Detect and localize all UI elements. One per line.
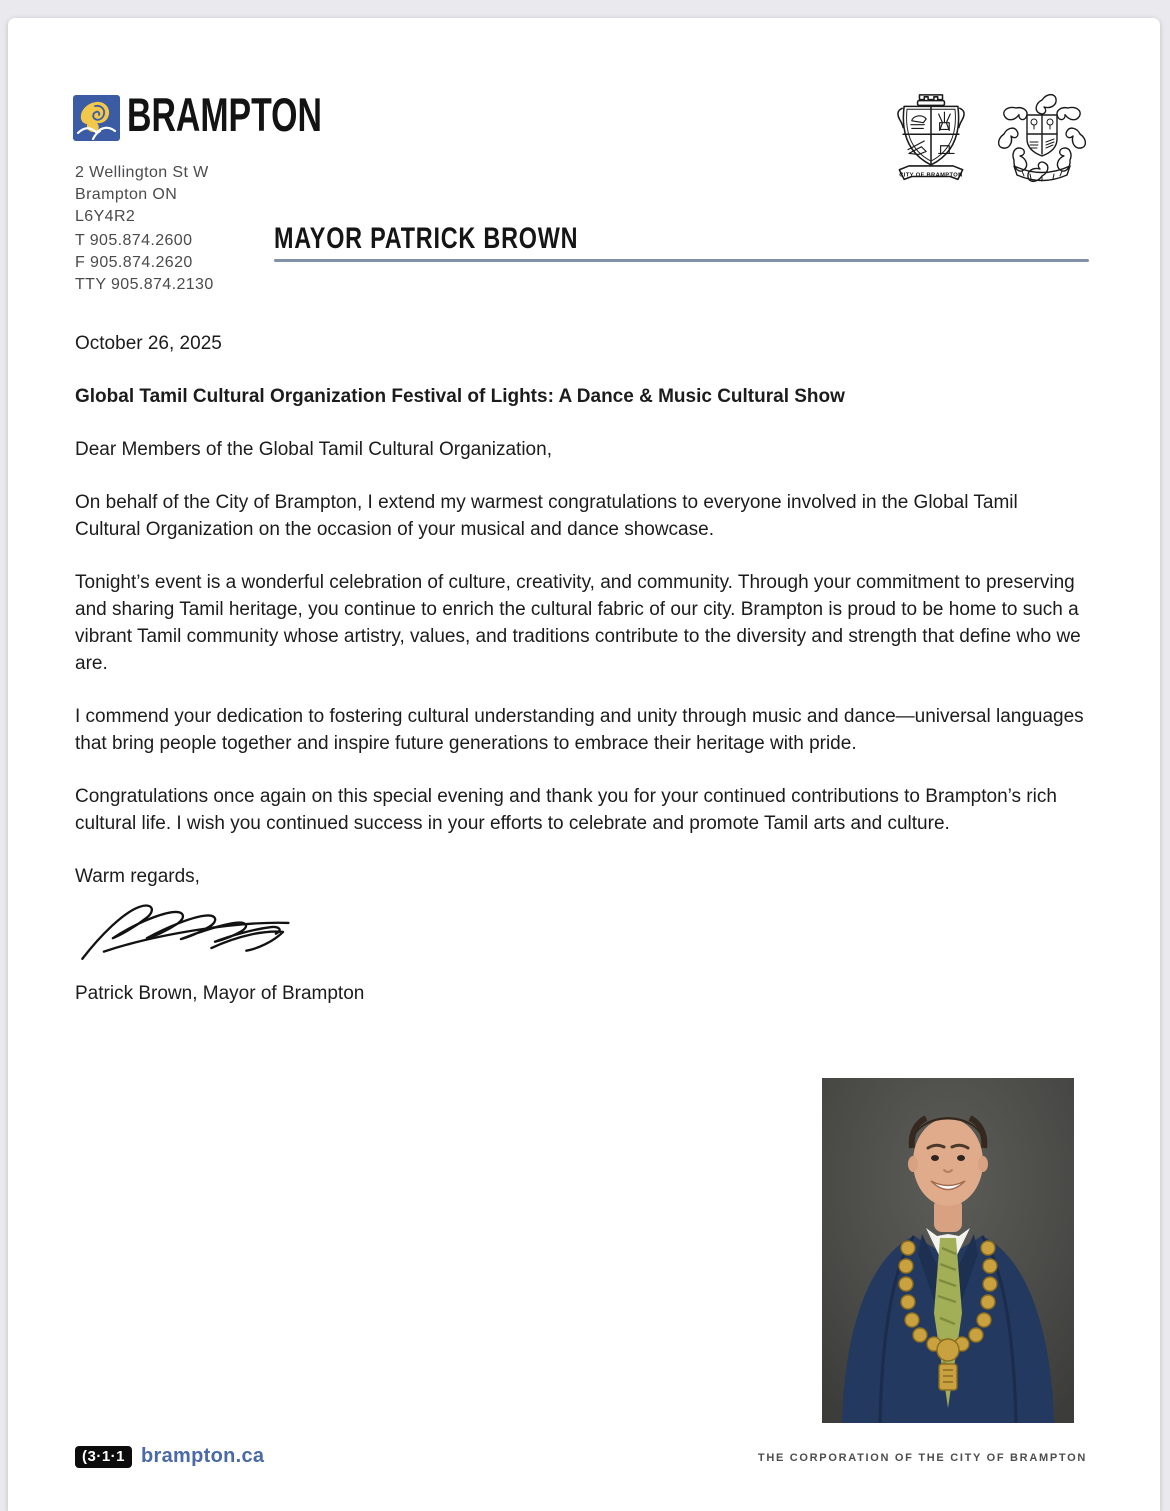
letter-paragraph: I commend your dedication to fostering cultural understanding and unity through music and dance—universal languages that bring people together and inspire future generations to embrace their heritage with pride.: [75, 706, 1084, 754]
letter-paragraph: Congratulations once again on this special evening and thank you for your continued contributions to Brampton’s rich cultural life. I wish you continued success in your efforts to celebrate and promote Tamil arts and culture.: [75, 786, 1057, 834]
brampton-flower-logo-icon: [73, 95, 120, 141]
letter-closing: Warm regards,: [75, 866, 200, 887]
signer-name: Patrick Brown, Mayor of Brampton: [75, 983, 365, 1004]
mayor-portrait-photo: [822, 1078, 1074, 1423]
oak-wreath-crest-icon: [992, 90, 1092, 190]
address-line: L6Y4R2: [75, 208, 136, 225]
city-of-brampton-crest-icon: [892, 92, 970, 188]
title-rule-divider: [274, 259, 1089, 262]
footer-corporation-text: THE CORPORATION OF THE CITY OF BRAMPTON: [757, 1452, 1087, 1464]
letter-body: [75, 330, 1085, 1033]
footer-contact: [75, 1445, 264, 1468]
crest-caption: CITY OF BRAMPTON: [899, 172, 963, 179]
letter-paper: [8, 18, 1160, 1511]
footer-website-link[interactable]: brampton.ca: [141, 1445, 265, 1467]
brampton-wordmark: BRAMPTON: [127, 88, 322, 141]
tty-line: TTY 905.874.2130: [75, 276, 214, 293]
fax-line: F 905.874.2620: [75, 254, 193, 271]
letter-date: October 26, 2025: [75, 333, 222, 354]
letter-paragraph: Tonight’s event is a wonderful celebration of culture, creativity, and community. Through your commitment to preserving and sharing Tamil heritage, you continue to enrich the cultural fabric of our city. Brampton is proud to be home to such a vibrant Tamil community whose artistry, values, and traditions contribute to the diversity and strength that define who we are.: [75, 572, 1081, 674]
letter-salutation: Dear Members of the Global Tamil Cultural Organization,: [75, 439, 552, 460]
letter-subject: Global Tamil Cultural Organization Festival of Lights: A Dance & Music Cultural Show: [75, 386, 845, 407]
letter-paragraph: On behalf of the City of Brampton, I extend my warmest congratulations to everyone involved in the Global Tamil Cultural Organization on the occasion of your musical and dance showcase.: [75, 492, 1018, 540]
phone-line: T 905.874.2600: [75, 232, 193, 249]
address-line: 2 Wellington St W: [75, 164, 209, 181]
address-line: Brampton ON: [75, 186, 178, 203]
letterhead-address: [75, 162, 209, 228]
office-title: MAYOR PATRICK BROWN: [274, 222, 579, 255]
311-badge-icon: (3·1·1: [75, 1446, 132, 1468]
signature-image: [77, 894, 292, 968]
office-title-block: [274, 222, 1089, 262]
letterhead-phones: [75, 230, 214, 296]
